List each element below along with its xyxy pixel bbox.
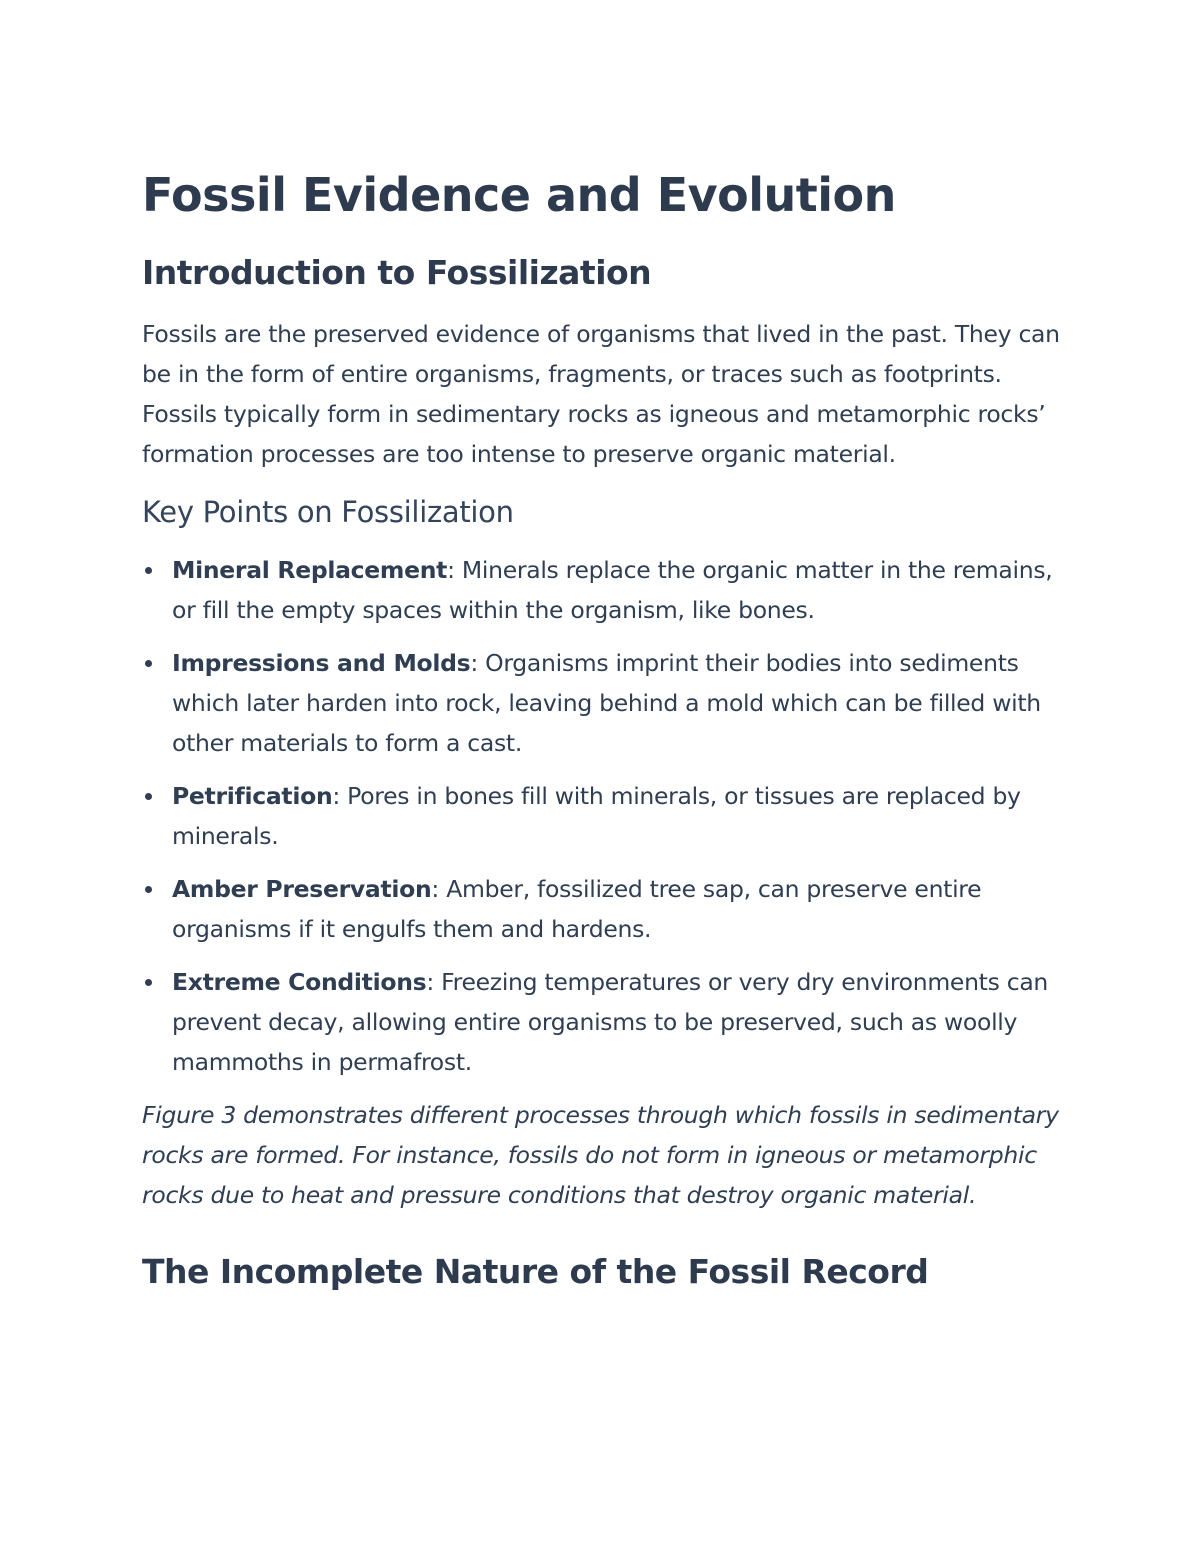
bullet-icon — [145, 567, 152, 574]
figure-caption: Figure 3 demonstrates different processes through which fossils in sedimentary rocks are formed. For instance, fossils do not form in igneous or metamorphic rocks due to heat and pressure conditions that destroy organic material. — [142, 1101, 1059, 1209]
document-title: Fossil Evidence and Evolution — [142, 168, 896, 222]
list-item-term: Impressions and Molds — [172, 649, 471, 677]
list-item-text: : Minerals replace the organic matter in the remains, or fill the empty spaces within the organism, like bones. — [172, 556, 1053, 624]
list-item-term: Petrification — [172, 782, 333, 810]
list-item — [142, 550, 1062, 630]
list-item-text: : Amber, fossilized tree sap, can preserve entire organisms if it engulfs them and hardens. — [172, 875, 982, 943]
list-item-text: : Organisms imprint their bodies into sediments which later harden into rock, leaving behind a mold which can be filled with other materials to form a cast. — [172, 649, 1041, 757]
document-page — [142, 164, 1062, 1295]
list-item — [142, 962, 1062, 1082]
bullet-icon — [145, 979, 152, 986]
list-item — [142, 776, 1062, 856]
subheading-key-points: Key Points on Fossilization — [142, 495, 514, 529]
bullet-icon — [145, 886, 152, 893]
list-item — [142, 643, 1062, 763]
list-item-term: Amber Preservation — [172, 875, 432, 903]
section-heading-introduction: Introduction to Fossilization — [142, 253, 652, 292]
list-item-text: : Freezing temperatures or very dry environments can prevent decay, allowing entire organisms to be preserved, such as woolly mammoths in permafrost. — [172, 968, 1049, 1076]
list-item-term: Mineral Replacement — [172, 556, 448, 584]
list-item-term: Extreme Conditions — [172, 968, 427, 996]
intro-paragraph: Fossils are the preserved evidence of organisms that lived in the past. They can be in the form of entire organisms, fragments, or traces such as footprints. Fossils typically form in sedimentary rocks as igneous and metamorphic rocks’ formation processes are too intense to preserve organic material. — [142, 320, 1060, 468]
bullet-icon — [145, 660, 152, 667]
key-points-list — [142, 550, 1062, 1082]
bullet-icon — [145, 793, 152, 800]
list-item — [142, 869, 1062, 949]
section-heading-fossil-record: The Incomplete Nature of the Fossil Record — [142, 1252, 929, 1291]
list-item-text: : Pores in bones fill with minerals, or tissues are replaced by minerals. — [172, 782, 1021, 850]
